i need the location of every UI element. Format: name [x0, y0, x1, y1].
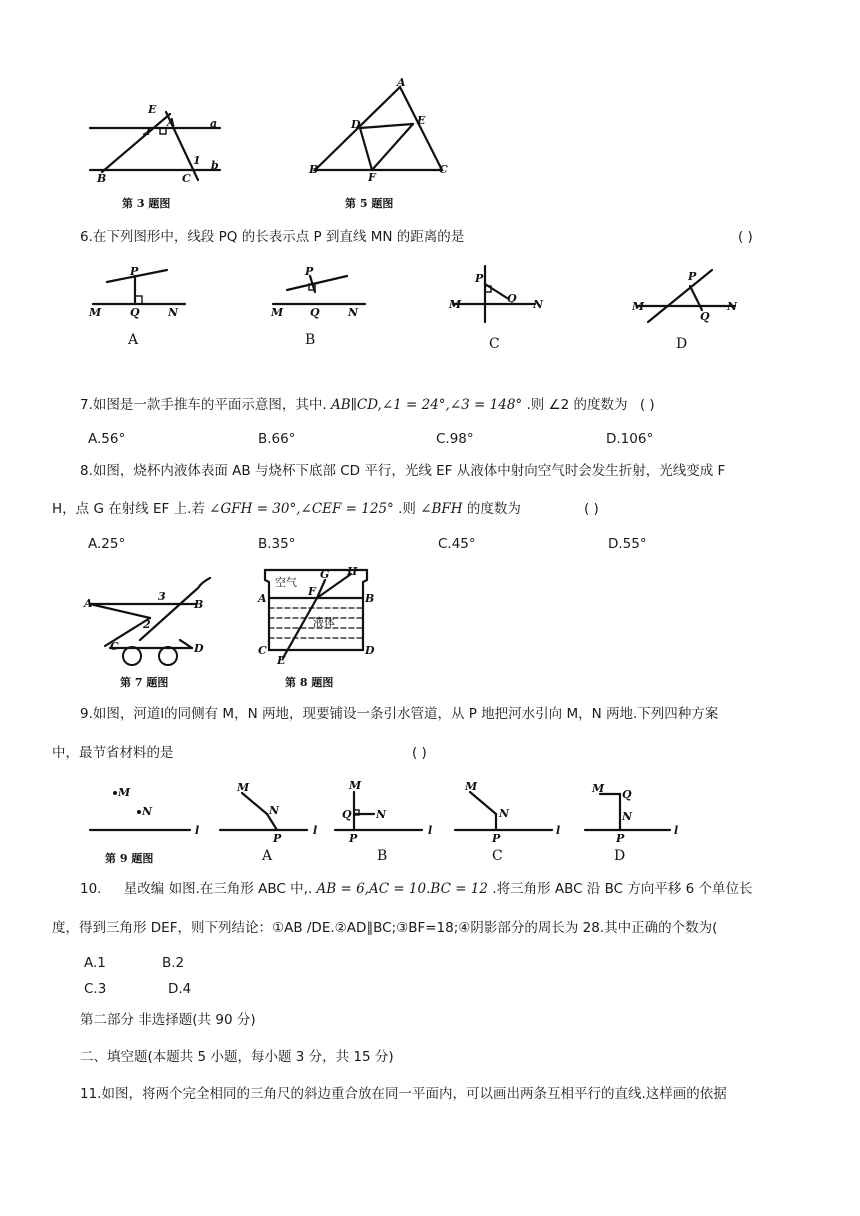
label-angle-2: 2: [143, 125, 151, 138]
figure-8-diagram: [255, 562, 385, 697]
label-C: C: [439, 163, 448, 176]
question-9-answer-bracket: ( ): [412, 745, 427, 761]
option-d-letter: D: [614, 848, 626, 864]
question-10-line-1: [80, 880, 753, 898]
question-6-text: [80, 228, 464, 246]
q7-choice-c[interactable]: C.98°: [436, 431, 474, 447]
question-10-stem-a: 星改编 如图.在三角形 ABC 中,.: [123, 881, 313, 897]
label-B: B: [309, 163, 319, 176]
question-10-line-2: 度，得到三角形 DEF，则下列结论：①AB /DE.②AD∥BC;③BF=18;④阴影部分的周长为 28.其中正确的个数为(: [52, 920, 718, 936]
figure-9-caption: 第 9 题图: [105, 852, 154, 865]
label-l: l: [313, 824, 318, 837]
figure-5-caption: 第 5 题图: [345, 197, 394, 210]
question-8-stem-b: .则: [398, 501, 416, 517]
label-N: N: [727, 300, 738, 313]
label-liquid: 液体: [313, 616, 335, 629]
label-a: a: [210, 117, 218, 130]
label-P: P: [130, 265, 139, 278]
label-E: E: [417, 114, 426, 127]
label-N: N: [348, 306, 359, 319]
label-P: P: [273, 832, 282, 845]
label-M: M: [118, 786, 131, 799]
q8-choice-a[interactable]: A.25°: [88, 536, 126, 552]
label-A: A: [84, 597, 93, 610]
label-D: D: [365, 644, 375, 657]
label-N: N: [269, 804, 280, 817]
q7-choice-a[interactable]: A.56°: [88, 431, 126, 447]
label-M: M: [449, 298, 462, 311]
figure-8-caption: 第 8 题图: [285, 676, 334, 689]
label-l: l: [195, 824, 200, 837]
label-M: M: [271, 306, 284, 319]
question-7-answer-bracket: ( ): [639, 397, 655, 413]
figure-7-diagram: [80, 570, 220, 695]
question-8-line-1: 8.如图，烧杯内液体表面 AB 与烧杯下底部 CD 平行，光线 EF 从液体中射向空气时会发生折射，光线变成 F: [80, 463, 726, 479]
q6-option-b-diagram: [265, 262, 375, 350]
label-N: N: [533, 298, 544, 311]
label-b: b: [211, 159, 219, 172]
figure-9-diagram: [85, 778, 210, 870]
q9-option-c-diagram: [450, 778, 565, 870]
question-6-stem: 6.在下列图形中，线段 PQ 的长表示点 P 到直线 MN 的距离的是: [80, 229, 465, 245]
q10-choice-d[interactable]: D.4: [168, 981, 192, 997]
q6-option-a-diagram: [85, 262, 195, 350]
label-B: B: [365, 592, 375, 605]
q6-option-c-diagram: [445, 262, 555, 354]
label-Q: Q: [342, 808, 352, 821]
label-B: B: [194, 598, 204, 611]
section-2-heading: 二、填空题(本题共 5 小题，每小题 3 分，共 15 分): [80, 1049, 394, 1065]
label-N: N: [142, 805, 153, 818]
label-l: l: [428, 824, 433, 837]
question-10-math: AB = 6,AC = 10.BC = 12: [316, 881, 488, 897]
q6-option-d-diagram: [630, 262, 745, 354]
label-P: P: [349, 832, 358, 845]
question-11-text: 11.如图，将两个完全相同的三角尺的斜边重合放在同一平面内，可以画出两条互相平行的直线.这样画的依据: [80, 1086, 727, 1102]
question-9-line-1: 9.如图，河道l的同侧有 M，N 两地，现要铺设一条引水管道，从 P 地把河水引向 M，N 两地.下列四种方案: [80, 706, 719, 722]
label-P: P: [475, 272, 484, 285]
q8-choice-c[interactable]: C.45°: [438, 536, 476, 552]
q9-option-d-diagram: [580, 778, 690, 870]
option-d-letter: D: [676, 336, 688, 352]
question-8-math-2: ∠BFH: [420, 501, 463, 517]
option-b-letter: B: [305, 332, 316, 348]
option-a-letter: A: [262, 848, 273, 864]
label-M: M: [349, 779, 362, 792]
question-7-text: [80, 396, 655, 414]
label-A: A: [258, 592, 267, 605]
figure-3-caption: 第 3 题图: [122, 197, 171, 210]
question-9-line-2: 中，最节省材料的是: [52, 745, 174, 761]
q9-option-b-diagram: [330, 778, 445, 870]
label-D: D: [194, 642, 204, 655]
label-N: N: [622, 810, 633, 823]
question-8-line-2: [52, 500, 521, 518]
q8-choice-d[interactable]: D.55°: [608, 536, 647, 552]
option-c-letter: C: [492, 848, 503, 864]
question-8-math: ∠GFH = 30°,∠CEF = 125°: [209, 501, 394, 517]
option-b-letter: B: [377, 848, 388, 864]
option-c-letter: C: [489, 336, 500, 352]
label-N: N: [168, 306, 179, 319]
q9-option-a-diagram: [215, 778, 330, 870]
label-l: l: [674, 824, 679, 837]
label-C: C: [258, 644, 267, 657]
question-6-answer-bracket: ( ): [738, 229, 753, 245]
label-D: D: [351, 118, 361, 131]
q10-choice-c[interactable]: C.3: [84, 981, 107, 997]
label-angle-1: 1: [193, 154, 201, 167]
label-E: E: [277, 654, 286, 667]
label-F: F: [308, 585, 316, 598]
question-8-stem-a: H，点 G 在射线 EF 上.若: [52, 501, 205, 517]
question-8-answer-bracket: ( ): [584, 501, 599, 517]
question-10-number: 10.: [80, 881, 102, 897]
label-M: M: [237, 781, 250, 794]
part-2-heading: 第二部分 非选择题(共 90 分): [80, 1012, 256, 1028]
label-Q: Q: [310, 306, 320, 319]
label-P: P: [492, 832, 501, 845]
label-angle-3: 3: [158, 590, 166, 603]
label-Q: Q: [700, 310, 710, 323]
figure-5-diagram: [305, 78, 455, 215]
label-C: C: [182, 172, 191, 185]
label-l: l: [556, 824, 561, 837]
q8-choice-b[interactable]: B.35°: [258, 536, 296, 552]
question-10-stem-b: .将三角形 ABC 沿 BC 方向平移 6 个单位长: [492, 881, 753, 897]
label-A: A: [167, 116, 176, 129]
q7-choice-d[interactable]: D.106°: [606, 431, 654, 447]
question-7-stem-b: .则 ∠2 的度数为: [526, 397, 628, 413]
label-M: M: [89, 306, 102, 319]
option-a-letter: A: [128, 332, 139, 348]
label-P: P: [688, 270, 697, 283]
question-7-math: AB∥CD,∠1 = 24°,∠3 = 148°: [330, 397, 523, 413]
question-7-stem-a: 7.如图是一款手推车的平面示意图，其中.: [80, 397, 327, 413]
label-G: G: [320, 568, 330, 581]
label-angle-2: 2: [143, 618, 151, 631]
label-A: A: [397, 76, 406, 89]
label-N: N: [499, 807, 510, 820]
q7-choice-b[interactable]: B.66°: [258, 431, 296, 447]
label-Q: Q: [130, 306, 140, 319]
question-8-stem-c: 的度数为: [466, 501, 521, 517]
label-air: 空气: [275, 576, 297, 589]
label-M: M: [465, 780, 478, 793]
label-M: M: [592, 782, 605, 795]
label-C: C: [110, 640, 119, 653]
label-P: P: [616, 832, 625, 845]
q10-choice-a[interactable]: A.1: [84, 955, 106, 971]
label-Q: Q: [622, 788, 632, 801]
label-E: E: [148, 103, 157, 116]
label-N: N: [376, 808, 387, 821]
label-B: B: [97, 172, 107, 185]
label-Q: Q: [507, 292, 517, 305]
label-F: F: [368, 171, 376, 184]
q10-choice-b[interactable]: B.2: [162, 955, 185, 971]
figure-3-diagram: [80, 100, 230, 215]
label-H: H: [347, 565, 358, 578]
figure-7-caption: 第 7 题图: [120, 676, 169, 689]
label-M: M: [632, 300, 645, 313]
label-P: P: [305, 265, 314, 278]
